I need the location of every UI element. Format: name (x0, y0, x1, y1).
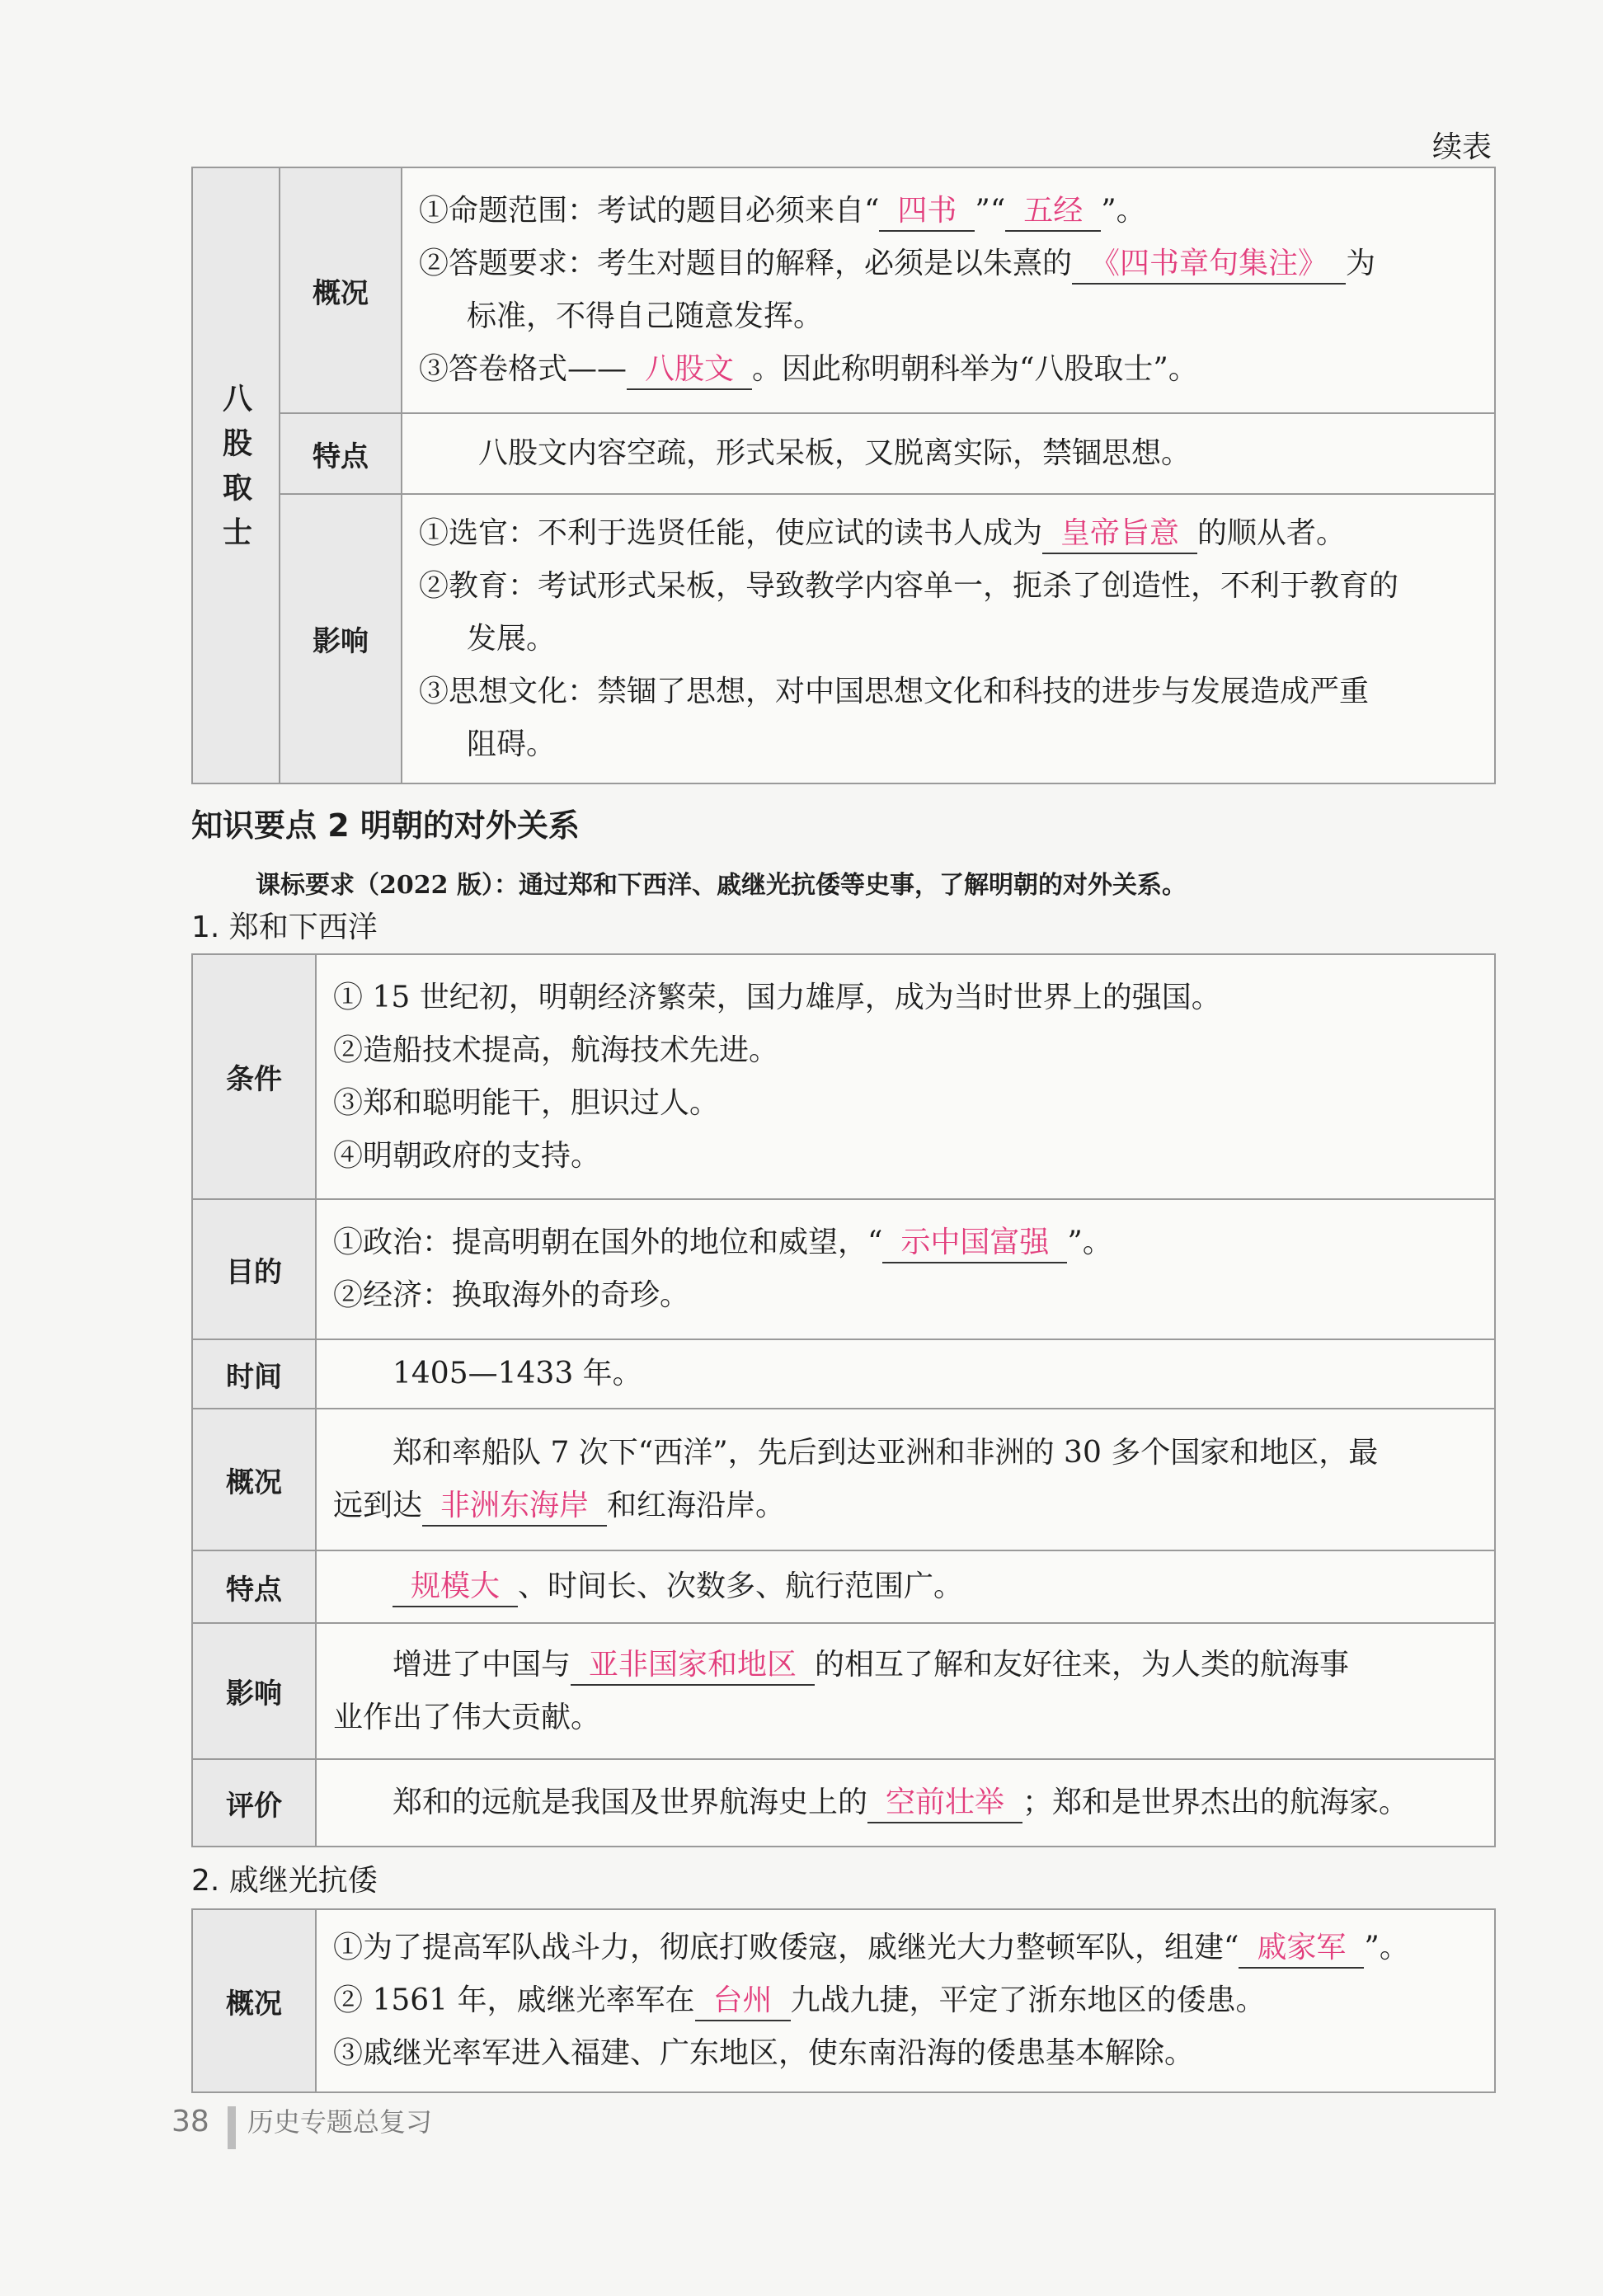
subsection-title-zhenghe: 1. 郑和下西洋 (191, 910, 378, 944)
text-segment: 郑和率船队 7 次下“西洋”，先后到达亚洲和非洲的 30 多个国家和地区，最 (393, 1436, 1379, 1470)
text-segment: 1405—1433 年。 (393, 1357, 642, 1390)
content-line (333, 1922, 1471, 1974)
row-label: 影响 (313, 625, 369, 658)
text-segment: ①为了提高军队战斗力，彻底打败倭寇，戚继光大力整顿军队，组建“ (333, 1931, 1239, 1964)
group-label: 八股取士 (218, 383, 253, 561)
row-content (316, 1550, 1495, 1623)
text-segment: 标准，不得自己随意发挥。 (467, 299, 824, 333)
subsection-title-qijiguang: 2. 戚继光抗倭 (191, 1864, 378, 1898)
row-content (402, 413, 1495, 494)
table-row (192, 1339, 1495, 1409)
row-content (402, 494, 1495, 783)
row-label: 特点 (313, 440, 369, 473)
text-segment: ①政治：提高明朝在国外的地位和威望，“ (333, 1226, 883, 1259)
content-line (333, 1691, 1471, 1744)
row-label: 目的 (226, 1255, 282, 1289)
table-row (192, 954, 1495, 1199)
table-row (192, 413, 1495, 494)
answer-blank: 空前壮举 (867, 1784, 1022, 1823)
row-content (402, 167, 1495, 413)
row-label-cell (280, 494, 402, 783)
row-label-cell (192, 1199, 316, 1339)
content-line (333, 2027, 1471, 2080)
table-row (192, 1550, 1495, 1623)
answer-blank: 亚非国家和地区 (571, 1646, 815, 1686)
row-label-cell (192, 954, 316, 1199)
text-segment: ”“ (975, 194, 1006, 228)
answer-blank: 五经 (1005, 192, 1101, 232)
answer-blank: 戚家军 (1239, 1929, 1364, 1969)
text-segment: ②经济：换取海外的奇珍。 (333, 1278, 690, 1312)
content-line (333, 1974, 1471, 2027)
answer-blank: 四书 (879, 192, 975, 232)
text-segment: ②造船技术提高，航海技术先进。 (333, 1033, 779, 1067)
table-zhenghe (191, 953, 1496, 1847)
text-segment: ”。 (1101, 194, 1146, 228)
row-label: 概况 (226, 1987, 282, 2021)
content-line (333, 1639, 1471, 1691)
row-label: 时间 (226, 1360, 282, 1394)
text-segment: 增进了中国与 (393, 1647, 571, 1682)
answer-blank: 规模大 (393, 1568, 518, 1607)
text-segment: ；郑和是世界杰出的航海家。 (1022, 1786, 1409, 1819)
answer-blank: 八股文 (627, 351, 752, 390)
text-segment: 发展。 (467, 621, 557, 656)
table-row (192, 1409, 1495, 1550)
content-line (333, 1427, 1471, 1480)
text-segment: 九战九捷，平定了浙东地区的倭患。 (790, 1983, 1266, 2017)
table-bagu-qushi (191, 167, 1496, 784)
content-line (419, 290, 1471, 343)
continued-label: 续表 (1431, 130, 1492, 164)
row-content (316, 1339, 1495, 1409)
row-content (316, 1909, 1495, 2092)
row-label-cell (192, 1759, 316, 1847)
text-segment: 的相互了解和友好往来，为人类的航海事 (815, 1647, 1350, 1682)
answer-blank: 皇帝旨意 (1042, 515, 1197, 554)
content-line (333, 1560, 1471, 1613)
text-segment: ③郑和聪明能干，胆识过人。 (333, 1085, 720, 1120)
book-title: 历史专题总复习 (247, 2106, 432, 2138)
page-number: 38 (172, 2105, 209, 2138)
content-line (419, 507, 1471, 560)
row-label-cell (192, 1550, 316, 1623)
text-segment: 业作出了伟大贡献。 (333, 1700, 601, 1734)
text-segment: ②教育：考试形式呆板，导致教学内容单一，扼杀了创造性，不利于教育的 (419, 568, 1399, 603)
row-label-cell (192, 1909, 316, 2092)
curriculum-requirement: 课标要求（2022 版）：通过郑和下西洋、戚继光抗倭等史事，了解明朝的对外关系。 (256, 871, 1187, 900)
row-content (316, 1759, 1495, 1847)
text-segment: ③答卷格式—— (419, 352, 628, 386)
answer-blank: 示中国富强 (882, 1224, 1067, 1263)
row-label: 影响 (226, 1677, 282, 1710)
row-content (316, 1199, 1495, 1339)
row-label-cell (192, 1623, 316, 1759)
content-line (419, 560, 1471, 613)
section-title: 知识要点 2 明朝的对外关系 (191, 807, 580, 844)
row-label: 概况 (313, 276, 369, 310)
content-line (419, 718, 1471, 771)
text-segment: ②答题要求：考生对题目的解释，必须是以朱熹的 (419, 247, 1073, 280)
text-segment: 为 (1346, 247, 1376, 280)
footer-divider (228, 2106, 236, 2149)
table-row (192, 167, 1495, 413)
row-content (316, 954, 1495, 1199)
answer-blank: 非洲东海岸 (422, 1487, 607, 1527)
text-segment: ① 15 世纪初，明朝经济繁荣，国力雄厚，成为当时世界上的强国。 (333, 980, 1221, 1014)
text-segment: 阻碍。 (467, 727, 557, 761)
row-label: 特点 (226, 1573, 282, 1607)
content-line (419, 613, 1471, 666)
table-row (192, 494, 1495, 783)
page-footer (172, 2101, 432, 2149)
answer-blank: 《四书章句集注》 (1072, 245, 1346, 285)
row-label: 条件 (226, 1063, 282, 1096)
content-line (333, 1348, 1471, 1400)
text-segment: ④明朝政府的支持。 (333, 1138, 601, 1173)
table-row (192, 1759, 1495, 1847)
answer-blank: 台州 (695, 1982, 791, 2021)
text-segment: 、时间长、次数多、航行范围广。 (518, 1569, 964, 1603)
content-line (419, 427, 1471, 480)
text-segment: 的顺从者。 (1197, 515, 1347, 550)
content-line (333, 1269, 1471, 1322)
content-line (419, 185, 1471, 238)
row-content (316, 1409, 1495, 1550)
text-segment: 。因此称明朝科举为“八股取士”。 (752, 352, 1198, 386)
text-segment: ①命题范围：考试的题目必须来自“ (419, 194, 880, 228)
row-content (316, 1623, 1495, 1759)
text-segment: ③戚继光率军进入福建、广东地区，使东南沿海的倭患基本解除。 (333, 2036, 1195, 2070)
content-line (419, 238, 1471, 290)
row-label: 概况 (226, 1466, 282, 1499)
content-line (333, 972, 1471, 1024)
content-line (419, 343, 1471, 396)
row-label-cell (192, 1409, 316, 1550)
content-line (333, 1776, 1471, 1829)
text-segment: ①选官：不利于选贤任能，使应试的读书人成为 (419, 515, 1043, 550)
row-label: 评价 (226, 1789, 282, 1823)
table-row (192, 1199, 1495, 1339)
text-segment: 郑和的远航是我国及世界航海史上的 (393, 1786, 868, 1819)
text-segment: 和红海沿岸。 (607, 1489, 786, 1522)
text-segment: 远到达 (333, 1489, 423, 1522)
content-line (333, 1077, 1471, 1130)
content-line (333, 1024, 1471, 1077)
text-segment: ”。 (1364, 1931, 1409, 1964)
text-segment: ”。 (1067, 1226, 1112, 1259)
text-segment: ③思想文化：禁锢了思想，对中国思想文化和科技的进步与发展造成严重 (419, 674, 1370, 708)
content-line (333, 1130, 1471, 1183)
text-segment: ② 1561 年，戚继光率军在 (333, 1983, 695, 2017)
content-line (333, 1216, 1471, 1269)
row-label-cell (192, 1339, 316, 1409)
text-segment: 八股文内容空疏，形式呆板，又脱离实际，禁锢思想。 (478, 436, 1192, 470)
row-label-cell (280, 167, 402, 413)
table-row (192, 1623, 1495, 1759)
table-row (192, 1909, 1495, 2092)
row-label-cell (280, 413, 402, 494)
content-line (419, 666, 1471, 718)
table-qijiguang (191, 1908, 1496, 2093)
content-line (333, 1480, 1471, 1532)
group-label-cell (192, 167, 280, 783)
